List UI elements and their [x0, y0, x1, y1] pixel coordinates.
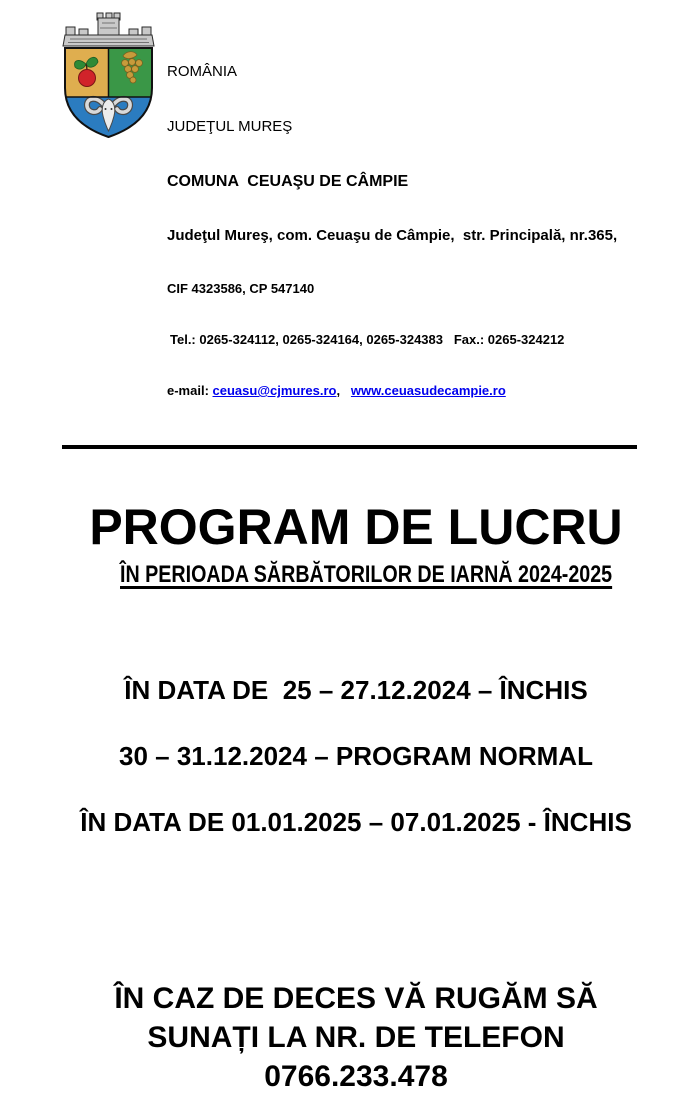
crown-icon: [63, 13, 154, 46]
notice-phone-number: 0766.233.478: [264, 1060, 448, 1093]
notice-line-1: ÎN CAZ DE DECES VĂ RUGĂM SĂ: [114, 982, 598, 1015]
letterhead: [62, 12, 693, 434]
schedule-line-closed-dec: ÎN DATA DE 25 – 27.12.2024 – ÎNCHIS: [124, 675, 588, 705]
county-name: JUDEŢUL MUREŞ: [167, 118, 293, 135]
link-separator: ,: [336, 383, 351, 398]
schedule-line-closed-jan: ÎN DATA DE 01.01.2025 – 07.01.2025 - ÎNCHIS: [80, 807, 632, 837]
document-body: [66, 501, 646, 1096]
email-label: e-mail:: [167, 383, 213, 398]
email-line: [167, 383, 617, 398]
email-link[interactable]: ceuasu@cjmures.ro: [212, 383, 337, 398]
schedule-section: [66, 673, 646, 839]
cif-line: CIF 4323586, CP 547140: [167, 281, 315, 296]
death-notice-section: [66, 979, 646, 1096]
phone-fax-line: Tel.: 0265-324112, 0265-324164, 0265-324383 Fax.: 0265-324212: [170, 332, 565, 347]
commune-name: COMUNA CEUAŞU DE CÂMPIE: [167, 173, 409, 190]
page-subtitle: ÎN PERIOADA SĂRBĂTORILOR DE IARNĂ 2024-2025: [120, 561, 613, 588]
header-divider: [62, 445, 637, 449]
address-line: Judeţul Mureş, com. Ceuaşu de Câmpie, str. Principală, nr.365,: [167, 227, 618, 244]
page-title: PROGRAM DE LUCRU: [89, 499, 623, 555]
website-link[interactable]: www.ceuasudecampie.ro: [350, 383, 506, 398]
letterhead-text: [155, 12, 617, 434]
schedule-line-normal-program: 30 – 31.12.2024 – PROGRAM NORMAL: [119, 741, 593, 771]
country-name: ROMÂNIA: [167, 63, 238, 80]
coat-of-arms-icon: [62, 12, 155, 140]
notice-line-2: SUNAȚI LA NR. DE TELEFON: [147, 1021, 565, 1054]
